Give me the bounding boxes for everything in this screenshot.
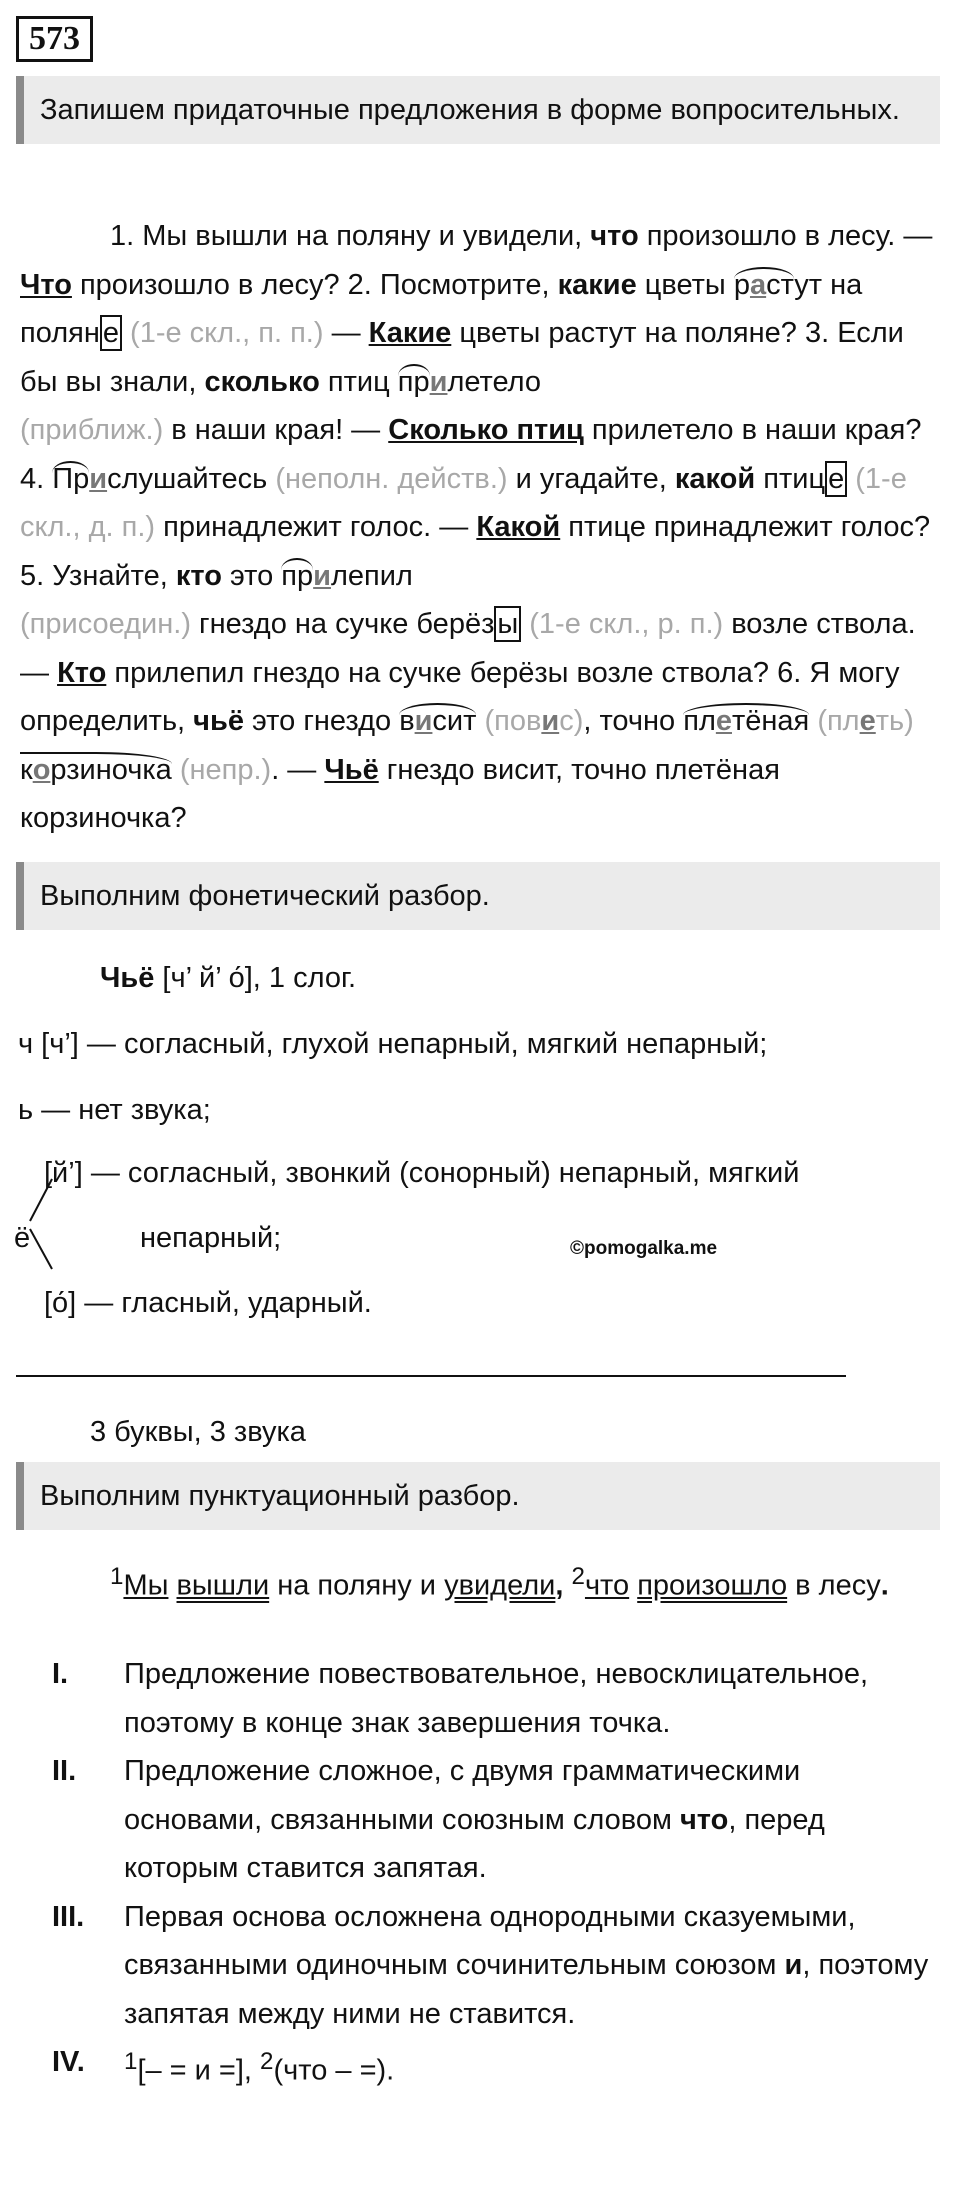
phonetic-line-3: [й’] — согласный, звонкий (сонорный) непарный, мягкий xyxy=(44,1157,800,1189)
list-item: IV. $^1$[– = и =], $^2$(что – =). xyxy=(52,2046,395,2087)
ending-box: е xyxy=(100,315,122,351)
letters-sounds-summary: 3 буквы, 3 звука xyxy=(90,1416,306,1448)
section-header-punctuation: Выполним пунктуационный разбор. xyxy=(16,1462,940,1530)
copyright: ©pomogalka.me xyxy=(570,1238,718,1259)
analyzed-sentence: $^1$Мы вышли на поляну и увидели, $^2$что произошло в лесу. xyxy=(110,1563,889,1602)
branch-connector xyxy=(26,1173,56,1273)
phonetic-line-4: [о́] — гласный, ударный. xyxy=(44,1287,372,1319)
section-header-phonetic: Выполним фонетический разбор. xyxy=(16,862,940,930)
task-number: 573 xyxy=(16,16,93,62)
section-header-interrogative: Запишем придаточные предложения в форме вопросительных. xyxy=(16,76,940,144)
yo-letter: ё xyxy=(14,1222,31,1254)
phonetic-word-line: Чьё [ч’ й’ о́], 1 слог. xyxy=(100,962,357,994)
list-item: II. Предложение сложное, с двумя грамматическими основами, связанными союзным словом что, перед которым ставится запятая. xyxy=(52,1755,825,1884)
phonetic-line-3b: непарный; xyxy=(140,1222,282,1254)
phonetic-line-2: ь — нет звука; xyxy=(18,1094,211,1126)
sentences-paragraph: 1. Мы вышли на поляну и увидели, что произошло в лесу. — Что произошло в лесу? 2. Посмотрите, какие цветы растут на полян е (1-е скл., п. п.) — Какие цветы растут на поляне? 3. Если бы вы знали, сколько птиц прилетело (приближ.) в наши края! — Сколько птиц прилетело в наши края? 4. Прислушайтесь (неполн. действ.) и угадайте, какой птиц е (1-е скл., д. п.) принадлежит голос. — Какой птице принадлежит голос? 5. Узнайте, кто это прилепил (присоедин.) гнездо на сучке берёз ы (1-е скл., р. п.) возле ствола. — Кто прилепил гнездо на сучке берёзы возле ствола? 6. Я могу определить, чьё это гнездо висит (повис), точно плетёная (плеть) корзиночка (непр.). — Чьё гнездо висит, точно плетёная корзиночка? xyxy=(20,220,933,834)
list-item: I. Предложение повествовательное, невосклицательное, поэтому в конце знак завершения точка. xyxy=(52,1658,869,1739)
analysis-list xyxy=(0,1650,940,2095)
divider xyxy=(16,1375,846,1377)
ending-box: ы xyxy=(494,606,521,642)
list-item: III. Первая основа осложнена однородными сказуемыми, связанными одиночным сочинительным союзом и, поэтому запятая между ними не ставится. xyxy=(52,1900,929,2030)
ending-box: е xyxy=(825,461,847,497)
phonetic-line-1: ч [ч’] — согласный, глухой непарный, мягкий непарный; xyxy=(18,1028,768,1060)
